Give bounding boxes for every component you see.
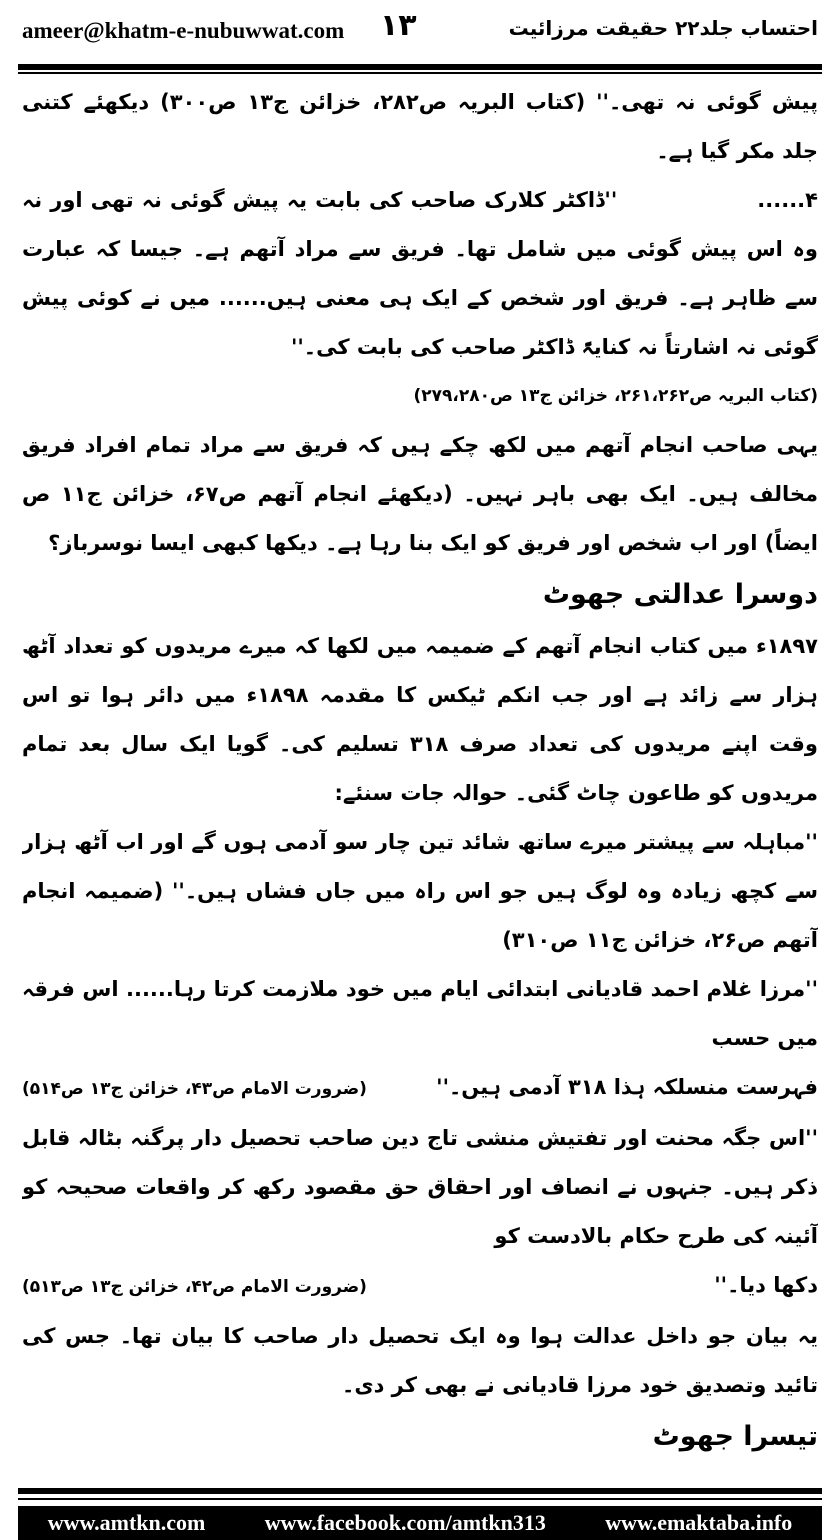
footer-rule-thin bbox=[18, 1498, 822, 1500]
header-email[interactable]: ameer@khatm-e-nubuwwat.com bbox=[22, 18, 345, 43]
section-heading-2: دوسرا عدالتی جھوٹ bbox=[542, 579, 818, 610]
header-rule-thin bbox=[18, 72, 822, 74]
reference-1: (کتاب البریہ ص۲۶۱،۲۶۲، خزائن ج۱۳ ص۲۷۹،۲۸۰) bbox=[413, 386, 818, 406]
quote-1: ''مباہلہ سے پیشتر میرے ساتھ شائد تین چار سو آدمی ہوں گے اور اب آٹھ ہزار سے کچھ زیادہ وہ لوگ ہیں جو اس راہ میں جاں فشاں ہیں۔'' (ضمیمہ انجام آتھم ص۲۶، خزائن ج۱۱ ص۳۱۰) bbox=[22, 830, 818, 952]
reference-2: (ضرورت الامام ص۴۳، خزائن ج۱۳ ص۵۱۴) bbox=[22, 1079, 367, 1099]
section-heading-3: تیسرا جھوٹ bbox=[652, 1421, 818, 1452]
paragraph-3: یہی صاحب انجام آتھم میں لکھ چکے ہیں کہ فریق سے مراد تمام افراد فریق مخالف ہیں۔ ایک بھی باہر نہیں۔ (دیکھئے انجام آتھم ص۶۷، خزائن ج۱۱ ص ایضاً) اور اب شخص اور فریق کو ایک بنا رہا ہے۔ دیکھا کبھی ایسا نوسرباز؟ bbox=[22, 433, 818, 555]
quote-3-end: دکھا دیا۔'' bbox=[714, 1273, 818, 1297]
quote-2-end: فہرست منسلکہ ہذا ۳۱۸ آدمی ہیں۔'' bbox=[436, 1075, 818, 1099]
paragraph-4: ۱۸۹۷ء میں کتاب انجام آتھم کے ضمیمہ میں لکھا کہ میرے مریدوں کو تعداد آٹھ ہزار سے زائد ہے اور جب انکم ٹیکس کا مقدمہ ۱۸۹۸ء میں دائر ہوا تو اس وقت اپنے مریدوں کی تعداد صرف ۳۱۸ تسلیم کی۔ گویا ایک سال بعد تمام مریدوں کو طاعون چاٹ گئی۔ حوالہ جات سنئے: bbox=[22, 634, 818, 805]
page-header bbox=[0, 0, 840, 64]
quote-2: ''مرزا غلام احمد قادیانی ابتدائی ایام میں خود ملازمت کرتا رہا...... اس فرقہ میں حسب bbox=[22, 977, 818, 1050]
paragraph-2 bbox=[22, 176, 818, 372]
page-footer bbox=[18, 1506, 822, 1540]
footer-link-amtkn[interactable]: www.amtkn.com bbox=[47, 1510, 206, 1535]
paragraph-1: پیش گوئی نہ تھی۔'' (کتاب البریہ ص۲۸۲، خزائن ج۱۳ ص۳۰۰) دیکھئے کتنی جلد مکر گیا ہے۔ bbox=[22, 90, 818, 163]
footer-rule-thick bbox=[18, 1488, 822, 1494]
quote-3-end-row bbox=[22, 1261, 818, 1312]
paragraph-5: یہ بیان جو داخل عدالت ہوا وہ ایک تحصیل دار صاحب کا بیان تھا۔ جس کی تائید وتصدیق خود مرزا قادیانی نے بھی کر دی۔ bbox=[22, 1324, 818, 1397]
quote-clark: ''ڈاکٹر کلارک صاحب کی بابت یہ پیش گوئی نہ تھی اور نہ وہ اس پیش گوئی میں شامل تھا۔ فریق سے مراد آتھم ہے۔ جیسا کہ عبارت سے ظاہر ہے۔ فریق اور شخص کے ایک ہی معنی ہیں...... میں نے کوئی پیش گوئی نہ اشارتاً نہ کنایۃً ڈاکٹر صاحب کی بابت کی۔'' bbox=[22, 188, 818, 359]
quote-2-end-row bbox=[22, 1063, 818, 1114]
quote-3: ''اس جگہ محنت اور تفتیش منشی تاج دین صاحب تحصیل دار پرگنہ بٹالہ قابل ذکر ہیں۔ جنہوں نے انصاف اور احقاق حق مقصود رکھ کر واقعات صحیحہ کو آئینہ کی طرح حکام بالادست کو bbox=[22, 1126, 818, 1248]
item-number: ۴...... bbox=[757, 188, 818, 212]
page-body bbox=[22, 78, 818, 1456]
page-number: ۱۳ bbox=[380, 8, 417, 43]
footer-link-facebook[interactable]: www.facebook.com/amtkn313 bbox=[264, 1510, 546, 1535]
footer-link-emaktaba[interactable]: www.emaktaba.info bbox=[605, 1510, 793, 1535]
header-rule-thick bbox=[18, 64, 822, 70]
book-title: احتساب جلد۲۲ حقیقت مرزائیت bbox=[508, 16, 818, 40]
reference-3: (ضرورت الامام ص۴۲، خزائن ج۱۳ ص۵۱۳) bbox=[22, 1277, 367, 1297]
